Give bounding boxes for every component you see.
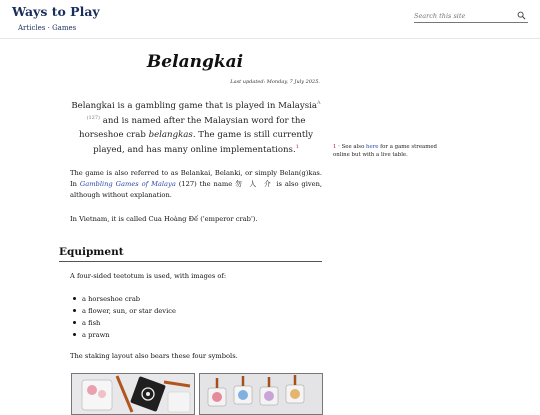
search-box [414, 10, 528, 23]
footnote-marker[interactable]: 1 [295, 143, 299, 150]
sidenote-text-1: · See also [336, 144, 367, 150]
teetotum-variants-photo [199, 373, 323, 415]
list-item: a horseshoe crab [73, 293, 176, 305]
nav-articles-link[interactable]: Articles [18, 24, 46, 32]
site-title-link[interactable]: Ways to Play [12, 4, 100, 19]
lead-term: belangkas [148, 130, 193, 140]
list-item: a flower, sun, or star device [73, 305, 176, 317]
lead-paragraph [70, 99, 322, 157]
sidenote-number: 1 [333, 144, 337, 150]
breadcrumb-nav [18, 24, 76, 32]
header-divider [0, 38, 540, 39]
para1-text-2: (127) the name [175, 180, 236, 188]
symbol-list [73, 293, 176, 341]
nav-games-link[interactable]: Games [52, 24, 77, 32]
search-icon[interactable] [517, 11, 526, 20]
sidenote-text-2: for a game streamed online but with a live table. [333, 144, 437, 159]
nav-separator: · [47, 24, 50, 32]
vietnam-paragraph: In Vietnam, it is called Cua Hoàng Đế ('emperor crab'). [70, 215, 258, 223]
lead-text-2: and is named after the Malaysian word for the horseshoe crab [79, 115, 306, 140]
citation-ref[interactable]: A (127) [86, 100, 321, 121]
equipment-intro: A four-sided teetotum is used, with images of: [70, 272, 227, 280]
alternate-names-paragraph [70, 168, 322, 201]
staking-layout-note: The staking layout also bears these four symbols. [70, 352, 238, 360]
sidenote [333, 143, 443, 160]
lead-text-1: Belangkai is a gambling game that is played in Malaysia [71, 101, 318, 111]
site-header [0, 0, 540, 40]
para1-text-3: is also given, although without explanation. [70, 180, 323, 199]
chinese-name: 勿 人 介 [235, 180, 274, 188]
last-updated-date: Last updated: Monday, 7 July 2025. [230, 79, 320, 85]
page-title: Belangkai [146, 52, 244, 72]
para1-text-1: The game is also referred to as Belankai, Belanki, or simply Belan(g)kas. In [70, 169, 322, 188]
book-link[interactable]: Gambling Games of Malaya [79, 180, 176, 188]
lead-text-3: . The game is still currently played, and has many online implementations. [93, 130, 313, 155]
teetotum-photo [71, 373, 195, 415]
search-input[interactable] [414, 10, 510, 21]
sidenote-here-link[interactable]: here [366, 144, 379, 150]
list-item: a fish [73, 317, 176, 329]
equipment-heading: Equipment [59, 246, 322, 262]
list-item: a prawn [73, 329, 176, 341]
